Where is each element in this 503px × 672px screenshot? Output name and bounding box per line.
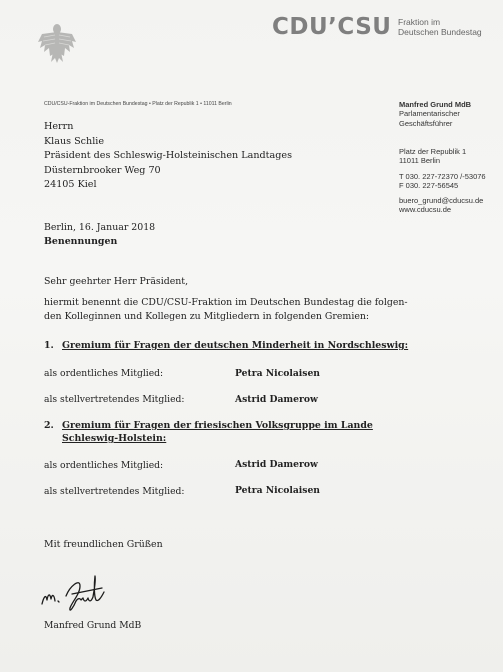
deputy-label: als stellvertretendes Mitglied: (44, 486, 185, 497)
section-number: 1. (44, 340, 54, 351)
sender-phone: T 030. 227-72370 /-53076 (399, 172, 486, 181)
member-name: Astrid Damerow (235, 459, 318, 470)
member-name: Petra Nicolaisen (235, 368, 320, 379)
letter-closing: Mit freundlichen Grüßen (44, 539, 163, 550)
sender-fax: F 030. 227-56545 (399, 181, 459, 191)
sender-email: buero_grund@cducsu.de (399, 196, 484, 205)
sender-address (399, 147, 466, 166)
sender-role: Geschäftsführer (399, 118, 453, 128)
section-title-cont: Schleswig-Holstein: (62, 433, 167, 444)
sender-name: Manfred Grund MdB (399, 100, 472, 109)
return-address: CDU/CSU-Fraktion im Deutschen Bundestag • Platz der Republik 1 • 11011 Berlin (44, 101, 232, 107)
brand-sub-line: Deutschen Bundestag (398, 27, 482, 37)
intro-line: hiermit benennt die CDU/CSU-Fraktion im Deutschen Bundestag die folgen- (44, 297, 408, 308)
section-number: 2. (44, 420, 54, 431)
letter-intro (44, 296, 408, 324)
recipient-name: Klaus Schlie (44, 135, 105, 147)
recipient-address (44, 120, 292, 193)
section-title: Gremium für Fragen der deutschen Minderheit in Nordschleswig: (62, 340, 409, 351)
sender-block (399, 100, 471, 128)
sender-address-line: Platz der Republik 1 (399, 147, 467, 156)
letter-date: Berlin, 16. Januar 2018 (44, 222, 156, 233)
deputy-name: Astrid Damerow (235, 394, 318, 405)
sender-contact (399, 172, 486, 191)
federal-eagle-logo (36, 20, 78, 64)
deputy-name: Petra Nicolaisen (235, 485, 320, 496)
sender-address-line: 11011 Berlin (399, 156, 441, 166)
sender-online (399, 196, 483, 215)
recipient-street: Düsternbrooker Weg 70 (44, 164, 161, 176)
section-title: Gremium für Fragen der friesischen Volksgruppe im Lande (62, 420, 373, 431)
sender-website: www.cducsu.de (399, 205, 452, 215)
sender-role: Parlamentarischer (399, 109, 460, 119)
brand-sub-line: Fraktion im (398, 17, 441, 27)
party-logo-subtitle (398, 17, 482, 37)
handwritten-signature (36, 568, 136, 624)
letter-subject: Benennungen (44, 235, 118, 247)
recipient-salutation: Herrn (44, 121, 74, 132)
party-logo-text: CDU’CSU (272, 14, 392, 40)
intro-line: den Kolleginnen und Kollegen zu Mitgliedern in folgenden Gremien: (44, 310, 370, 322)
recipient-city: 24105 Kiel (44, 179, 97, 190)
letter-date-subject (44, 221, 155, 249)
letter-greeting: Sehr geehrter Herr Präsident, (44, 276, 189, 287)
recipient-title: Präsident des Schleswig-Holsteinischen Landtages (44, 150, 292, 161)
deputy-label: als stellvertretendes Mitglied: (44, 394, 185, 405)
member-label: als ordentliches Mitglied: (44, 368, 164, 379)
member-label: als ordentliches Mitglied: (44, 460, 164, 471)
signature-name: Manfred Grund MdB (44, 620, 142, 631)
